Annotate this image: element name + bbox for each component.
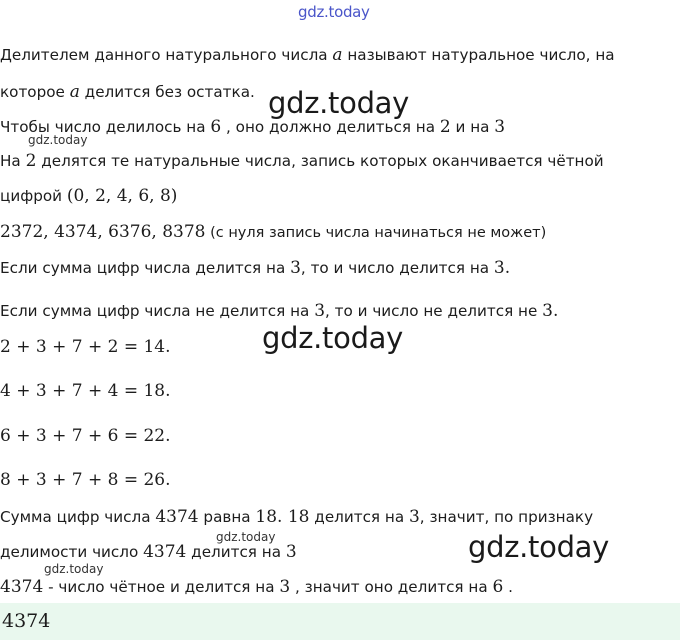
digit-sum-equation: 8 + 3 + 7 + 8 = 26.	[0, 470, 171, 490]
digit-sum-equation: 4 + 3 + 7 + 4 = 18.	[0, 381, 171, 401]
math-var-a: a	[332, 45, 343, 65]
watermark: gdz.today	[262, 321, 404, 355]
answer-box	[0, 603, 680, 640]
rule-not-divisible-by-3: Если сумма цифр числа не делится на 3, то и число не делится не 3.	[0, 301, 559, 321]
final-statement: 4374 - число чётное и делится на 3 , значит оно делится на 6 .	[0, 577, 513, 597]
watermark: gdz.today	[28, 133, 88, 147]
rule-divisible-by-6: Чтобы число делилось на 6 , оно должно делиться на 2 и на 3	[0, 117, 506, 137]
digit-sum-equation: 2 + 3 + 7 + 2 = 14.	[0, 337, 171, 357]
definition-line-1: Делителем данного натурального числа a называют натуральное число, на	[0, 45, 615, 65]
rule-divisible-by-3: Если сумма цифр числа делится на 3, то и число делится на 3.	[0, 258, 511, 278]
watermark: gdz.today	[468, 530, 610, 564]
watermark: gdz.today	[298, 3, 370, 21]
rule-divisible-by-2: На 2 делятся те натуральные числа, запись которых оканчивается чётной	[0, 151, 604, 171]
watermark: gdz.today	[44, 562, 104, 576]
definition-line-2: которое a делится без остатка.	[0, 82, 255, 102]
watermark: gdz.today	[268, 86, 410, 120]
conclusion-line-2: делимости число 4374 делится на 3	[0, 542, 297, 562]
digit-sum-equation: 6 + 3 + 7 + 6 = 22.	[0, 426, 171, 446]
conclusion-line-1: Сумма цифр числа 4374 равна 18. 18 делится на 3, значит, по признаку	[0, 507, 594, 527]
math-var-a: a	[69, 82, 80, 102]
answer-value: 4374	[2, 610, 51, 632]
candidate-numbers: 2372, 4374, 6376, 8378 (с нуля запись числа начинаться не может)	[0, 222, 547, 242]
even-digits-line: цифрой (0, 2, 4, 6, 8)	[0, 186, 178, 206]
watermark: gdz.today	[216, 530, 276, 544]
